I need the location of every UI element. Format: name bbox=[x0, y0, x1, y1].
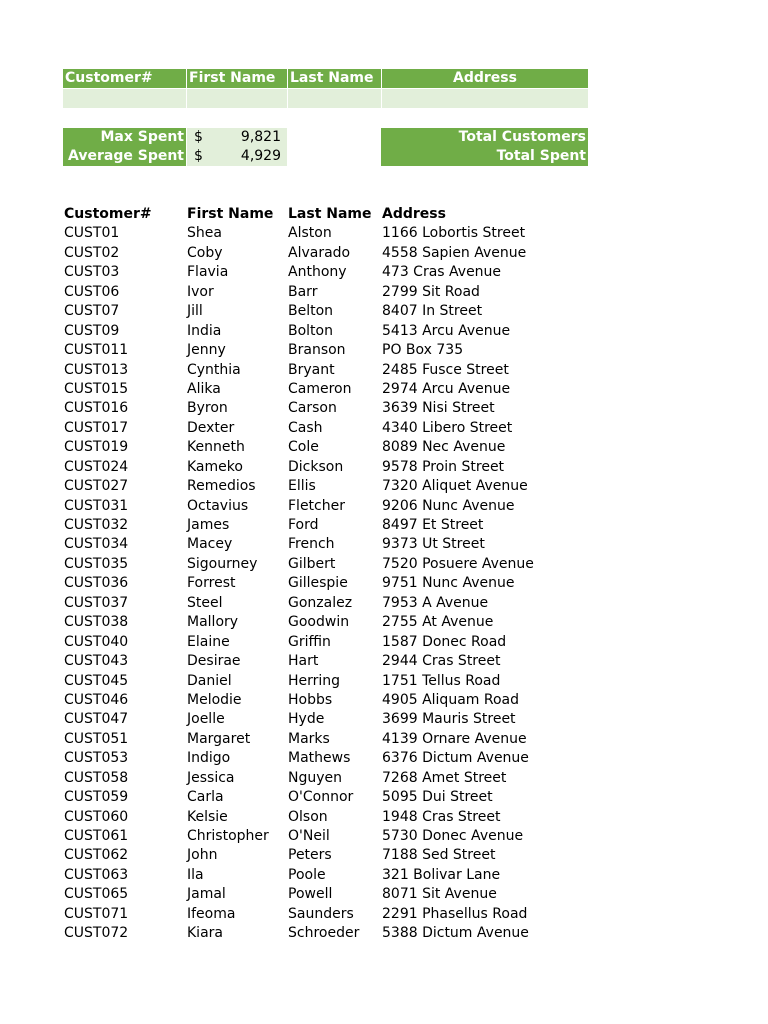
cell-address[interactable]: 3639 Nisi Street bbox=[382, 400, 495, 417]
cell-first-name[interactable]: Remedios bbox=[187, 478, 256, 495]
cell-customer-no[interactable]: CUST07 bbox=[64, 303, 120, 320]
cell-customer-no[interactable]: CUST037 bbox=[64, 594, 129, 611]
cell-address[interactable]: 5388 Dictum Avenue bbox=[382, 925, 529, 942]
cell-first-name[interactable]: Joelle bbox=[187, 711, 225, 728]
cell-customer-no[interactable]: CUST053 bbox=[64, 750, 129, 767]
table-row bbox=[64, 555, 604, 574]
average-spent-value-cell[interactable] bbox=[186, 147, 287, 166]
cell-customer-no[interactable]: CUST027 bbox=[64, 478, 129, 495]
cell-last-name[interactable]: Cole bbox=[288, 439, 319, 456]
column-header-customer-no: Customer# bbox=[64, 206, 152, 222]
cell-last-name[interactable]: Gilbert bbox=[288, 555, 336, 572]
cell-address[interactable]: 8071 Sit Avenue bbox=[382, 886, 497, 903]
cell-first-name[interactable]: Macey bbox=[187, 536, 233, 553]
cell-address[interactable]: 8089 Nec Avenue bbox=[382, 439, 506, 456]
cell-first-name[interactable]: Jill bbox=[187, 303, 203, 320]
cell-address[interactable]: 7320 Aliquet Avenue bbox=[382, 478, 528, 495]
cell-customer-no[interactable]: CUST060 bbox=[64, 808, 129, 825]
search-header-first-name: First Name bbox=[186, 69, 287, 88]
table-row bbox=[64, 594, 604, 613]
max-spent-value: 9,821 bbox=[240, 129, 281, 145]
cell-address[interactable]: 4139 Ornare Avenue bbox=[382, 730, 527, 747]
table-row bbox=[64, 302, 604, 321]
cell-last-name[interactable]: Dickson bbox=[288, 458, 344, 475]
table-header-row bbox=[64, 205, 604, 224]
table-row bbox=[64, 399, 604, 418]
table-row bbox=[64, 535, 604, 554]
cell-customer-no[interactable]: CUST065 bbox=[64, 886, 129, 903]
column-header-last-name: Last Name bbox=[288, 206, 372, 222]
cell-address[interactable]: 9206 Nunc Avenue bbox=[382, 497, 515, 514]
cell-first-name[interactable]: Carla bbox=[187, 789, 224, 806]
cell-first-name[interactable]: Kiara bbox=[187, 925, 223, 942]
cell-customer-no[interactable]: CUST061 bbox=[64, 828, 129, 844]
table-row bbox=[64, 361, 604, 380]
table-row bbox=[64, 458, 604, 477]
table-row bbox=[64, 808, 604, 827]
cell-first-name[interactable]: Kameko bbox=[187, 458, 243, 475]
table-row bbox=[64, 516, 604, 535]
cell-address[interactable]: 2799 Sit Road bbox=[382, 283, 480, 300]
search-input-last-name[interactable] bbox=[287, 89, 381, 108]
cell-customer-no[interactable]: CUST035 bbox=[64, 555, 129, 572]
cell-last-name[interactable]: Bryant bbox=[288, 361, 335, 378]
cell-customer-no[interactable]: CUST051 bbox=[64, 730, 129, 747]
cell-customer-no[interactable]: CUST02 bbox=[64, 244, 120, 261]
search-header-last-name: Last Name bbox=[287, 69, 381, 88]
table-row bbox=[64, 224, 604, 243]
cell-first-name[interactable]: Elaine bbox=[187, 633, 230, 650]
cell-address[interactable]: 3699 Mauris Street bbox=[382, 711, 516, 728]
cell-last-name[interactable]: Schroeder bbox=[288, 925, 360, 942]
table-row bbox=[64, 477, 604, 496]
cell-customer-no[interactable]: CUST062 bbox=[64, 847, 129, 864]
cell-first-name[interactable]: Steel bbox=[187, 594, 223, 611]
cell-first-name[interactable]: Sigourney bbox=[187, 555, 258, 572]
cell-last-name[interactable]: Cameron bbox=[288, 380, 352, 397]
table-row bbox=[64, 691, 604, 710]
cell-last-name[interactable]: Gillespie bbox=[288, 575, 348, 592]
cell-address[interactable]: PO Box 735 bbox=[382, 342, 464, 359]
cell-last-name[interactable]: Alston bbox=[288, 225, 332, 242]
total-customers-label: Total Customers bbox=[381, 128, 588, 147]
cell-first-name[interactable]: Margaret bbox=[187, 730, 251, 747]
table-row bbox=[64, 885, 604, 904]
table-row bbox=[64, 730, 604, 749]
cell-customer-no[interactable]: CUST015 bbox=[64, 380, 129, 397]
cell-customer-no[interactable]: CUST032 bbox=[64, 517, 129, 533]
cell-first-name[interactable]: Melodie bbox=[187, 691, 242, 708]
cell-address[interactable]: 5413 Arcu Avenue bbox=[382, 322, 511, 339]
table-row bbox=[64, 905, 604, 924]
cell-address[interactable]: 9373 Ut Street bbox=[382, 536, 485, 553]
cell-customer-no[interactable]: CUST036 bbox=[64, 575, 129, 592]
table-row bbox=[64, 263, 604, 282]
column-header-first-name: First Name bbox=[187, 206, 274, 222]
cell-last-name[interactable]: Belton bbox=[288, 303, 334, 320]
cell-last-name[interactable]: Griffin bbox=[288, 633, 331, 650]
table-row bbox=[64, 497, 604, 516]
cell-customer-no[interactable]: CUST011 bbox=[64, 342, 129, 359]
cell-last-name[interactable]: Cash bbox=[288, 419, 323, 436]
cell-last-name[interactable]: Hyde bbox=[288, 711, 325, 728]
cell-last-name[interactable]: Herring bbox=[288, 672, 341, 689]
table-row bbox=[64, 866, 604, 885]
cell-customer-no[interactable]: CUST072 bbox=[64, 925, 129, 942]
cell-customer-no[interactable]: CUST046 bbox=[64, 691, 129, 708]
search-header-address: Address bbox=[381, 69, 588, 88]
cell-first-name[interactable]: Ifeoma bbox=[187, 905, 236, 922]
cell-first-name[interactable]: Ivor bbox=[187, 283, 214, 300]
table-row bbox=[64, 846, 604, 865]
cell-last-name[interactable]: Olson bbox=[288, 808, 328, 825]
cell-address[interactable]: 5730 Donec Avenue bbox=[382, 828, 524, 844]
cell-last-name[interactable]: Poole bbox=[288, 866, 326, 883]
cell-customer-no[interactable]: CUST016 bbox=[64, 400, 129, 417]
average-spent-value: 4,929 bbox=[240, 148, 281, 164]
cell-first-name[interactable]: Mallory bbox=[187, 614, 239, 631]
cell-first-name[interactable]: Dexter bbox=[187, 419, 235, 436]
cell-customer-no[interactable]: CUST017 bbox=[64, 419, 129, 436]
cell-last-name[interactable]: Bolton bbox=[288, 322, 333, 339]
cell-last-name[interactable]: Gonzalez bbox=[288, 594, 353, 611]
cell-address[interactable]: 8497 Et Street bbox=[382, 517, 484, 533]
cell-address[interactable]: 4340 Libero Street bbox=[382, 419, 513, 436]
cell-last-name[interactable]: Saunders bbox=[288, 905, 354, 922]
cell-customer-no[interactable]: CUST06 bbox=[64, 283, 120, 300]
column-header-address: Address bbox=[382, 206, 446, 222]
cell-first-name[interactable]: Indigo bbox=[187, 750, 231, 767]
search-header-customer-no: Customer# bbox=[63, 69, 186, 88]
cell-address[interactable]: 1948 Cras Street bbox=[382, 808, 501, 825]
cell-first-name[interactable]: Jamal bbox=[187, 886, 226, 903]
cell-first-name[interactable]: Kelsie bbox=[187, 808, 228, 825]
cell-address[interactable]: 9578 Proin Street bbox=[382, 458, 505, 475]
cell-last-name[interactable]: Mathews bbox=[288, 750, 351, 767]
cell-address[interactable]: 2944 Cras Street bbox=[382, 653, 501, 670]
cell-address[interactable]: 4558 Sapien Avenue bbox=[382, 244, 527, 261]
table-row bbox=[64, 380, 604, 399]
table-row bbox=[64, 788, 604, 807]
table-row bbox=[64, 322, 604, 341]
table-row bbox=[64, 769, 604, 788]
cell-first-name[interactable]: Octavius bbox=[187, 497, 249, 514]
cell-first-name[interactable]: Flavia bbox=[187, 264, 229, 281]
cell-first-name[interactable]: Kenneth bbox=[187, 439, 245, 456]
cell-last-name[interactable]: Hart bbox=[288, 653, 319, 670]
cell-address[interactable]: 1166 Lobortis Street bbox=[382, 225, 526, 242]
cell-address[interactable]: 5095 Dui Street bbox=[382, 789, 493, 806]
cell-customer-no[interactable]: CUST071 bbox=[64, 905, 129, 922]
cell-last-name[interactable]: Alvarado bbox=[288, 244, 351, 261]
cell-customer-no[interactable]: CUST024 bbox=[64, 458, 129, 475]
cell-address[interactable]: 7953 A Avenue bbox=[382, 594, 489, 611]
max-spent-label: Max Spent bbox=[63, 128, 186, 147]
cell-customer-no[interactable]: CUST019 bbox=[64, 439, 129, 456]
max-spent-currency: $ bbox=[194, 129, 203, 145]
cell-customer-no[interactable]: CUST058 bbox=[64, 769, 129, 786]
search-input-customer-no[interactable] bbox=[63, 89, 186, 108]
cell-customer-no[interactable]: CUST043 bbox=[64, 653, 129, 670]
table-row bbox=[64, 341, 604, 360]
cell-last-name[interactable]: Anthony bbox=[288, 264, 347, 281]
cell-first-name[interactable]: James bbox=[187, 517, 230, 533]
cell-last-name[interactable]: Fletcher bbox=[288, 497, 345, 514]
table-row bbox=[64, 924, 604, 943]
cell-address[interactable]: 321 Bolivar Lane bbox=[382, 866, 501, 883]
table-row bbox=[64, 283, 604, 302]
table-row bbox=[64, 749, 604, 768]
average-spent-label: Average Spent bbox=[63, 147, 186, 166]
cell-address[interactable]: 2291 Phasellus Road bbox=[382, 905, 528, 922]
table-row bbox=[64, 438, 604, 457]
table-body bbox=[64, 224, 604, 943]
cell-first-name[interactable]: Forrest bbox=[187, 575, 236, 592]
total-spent-label: Total Spent bbox=[381, 147, 588, 166]
table-row bbox=[64, 672, 604, 691]
cell-first-name[interactable]: Jessica bbox=[187, 769, 235, 786]
cell-first-name[interactable]: John bbox=[187, 847, 218, 864]
cell-address[interactable]: 473 Cras Avenue bbox=[382, 264, 502, 281]
cell-customer-no[interactable]: CUST03 bbox=[64, 264, 120, 281]
cell-last-name[interactable]: Hobbs bbox=[288, 691, 333, 708]
cell-address[interactable]: 2485 Fusce Street bbox=[382, 361, 509, 378]
cell-customer-no[interactable]: CUST063 bbox=[64, 866, 129, 883]
cell-first-name[interactable]: Christopher bbox=[187, 828, 269, 844]
cell-customer-no[interactable]: CUST045 bbox=[64, 672, 129, 689]
table-row bbox=[64, 827, 604, 846]
cell-address[interactable]: 6376 Dictum Avenue bbox=[382, 750, 529, 767]
table-row bbox=[64, 613, 604, 632]
cell-first-name[interactable]: Byron bbox=[187, 400, 228, 417]
cell-first-name[interactable]: Alika bbox=[187, 380, 221, 397]
cell-customer-no[interactable]: CUST038 bbox=[64, 614, 129, 631]
max-spent-value-cell[interactable] bbox=[186, 128, 287, 147]
cell-address[interactable]: 2974 Arcu Avenue bbox=[382, 380, 511, 397]
table-row bbox=[64, 574, 604, 593]
cell-last-name[interactable]: O'Neil bbox=[288, 828, 330, 844]
cell-last-name[interactable]: Barr bbox=[288, 283, 318, 300]
customer-table bbox=[64, 205, 604, 944]
cell-last-name[interactable]: Goodwin bbox=[288, 614, 350, 631]
cell-address[interactable]: 9751 Nunc Avenue bbox=[382, 575, 515, 592]
table-row bbox=[64, 419, 604, 438]
cell-last-name[interactable]: Nguyen bbox=[288, 769, 343, 786]
cell-customer-no[interactable]: CUST013 bbox=[64, 361, 129, 378]
cell-address[interactable]: 8407 In Street bbox=[382, 303, 483, 320]
cell-address[interactable]: 7520 Posuere Avenue bbox=[382, 555, 534, 572]
cell-customer-no[interactable]: CUST09 bbox=[64, 322, 120, 339]
cell-last-name[interactable]: Carson bbox=[288, 400, 337, 417]
cell-customer-no[interactable]: CUST059 bbox=[64, 789, 129, 806]
cell-address[interactable]: 2755 At Avenue bbox=[382, 614, 494, 631]
cell-customer-no[interactable]: CUST040 bbox=[64, 633, 129, 650]
table-row bbox=[64, 710, 604, 729]
cell-customer-no[interactable]: CUST031 bbox=[64, 497, 129, 514]
cell-first-name[interactable]: Coby bbox=[187, 244, 223, 261]
cell-first-name[interactable]: Jenny bbox=[187, 342, 226, 359]
cell-first-name[interactable]: Shea bbox=[187, 225, 222, 242]
table-row bbox=[64, 652, 604, 671]
cell-customer-no[interactable]: CUST047 bbox=[64, 711, 129, 728]
cell-last-name[interactable]: Marks bbox=[288, 730, 330, 747]
cell-customer-no[interactable]: CUST01 bbox=[64, 225, 120, 242]
cell-address[interactable]: 4905 Aliquam Road bbox=[382, 691, 519, 708]
cell-address[interactable]: 7268 Amet Street bbox=[382, 769, 507, 786]
cell-first-name[interactable]: Desirae bbox=[187, 653, 241, 670]
table-row bbox=[64, 633, 604, 652]
cell-last-name[interactable]: Branson bbox=[288, 342, 346, 359]
cell-first-name[interactable]: Cynthia bbox=[187, 361, 241, 378]
cell-last-name[interactable]: Peters bbox=[288, 847, 332, 864]
cell-first-name[interactable]: Ila bbox=[187, 866, 204, 883]
average-spent-currency: $ bbox=[194, 148, 203, 164]
cell-address[interactable]: 7188 Sed Street bbox=[382, 847, 496, 864]
cell-address[interactable]: 1587 Donec Road bbox=[382, 633, 507, 650]
cell-first-name[interactable]: India bbox=[187, 322, 222, 339]
cell-last-name[interactable]: Powell bbox=[288, 886, 333, 903]
cell-customer-no[interactable]: CUST034 bbox=[64, 536, 129, 553]
cell-last-name[interactable]: O'Connor bbox=[288, 789, 354, 806]
search-input-first-name[interactable] bbox=[186, 89, 287, 108]
cell-last-name[interactable]: French bbox=[288, 536, 335, 553]
cell-address[interactable]: 1751 Tellus Road bbox=[382, 672, 501, 689]
cell-first-name[interactable]: Daniel bbox=[187, 672, 232, 689]
cell-last-name[interactable]: Ford bbox=[288, 517, 319, 533]
cell-last-name[interactable]: Ellis bbox=[288, 478, 316, 495]
table-row bbox=[64, 244, 604, 263]
search-input-address[interactable] bbox=[381, 89, 588, 108]
